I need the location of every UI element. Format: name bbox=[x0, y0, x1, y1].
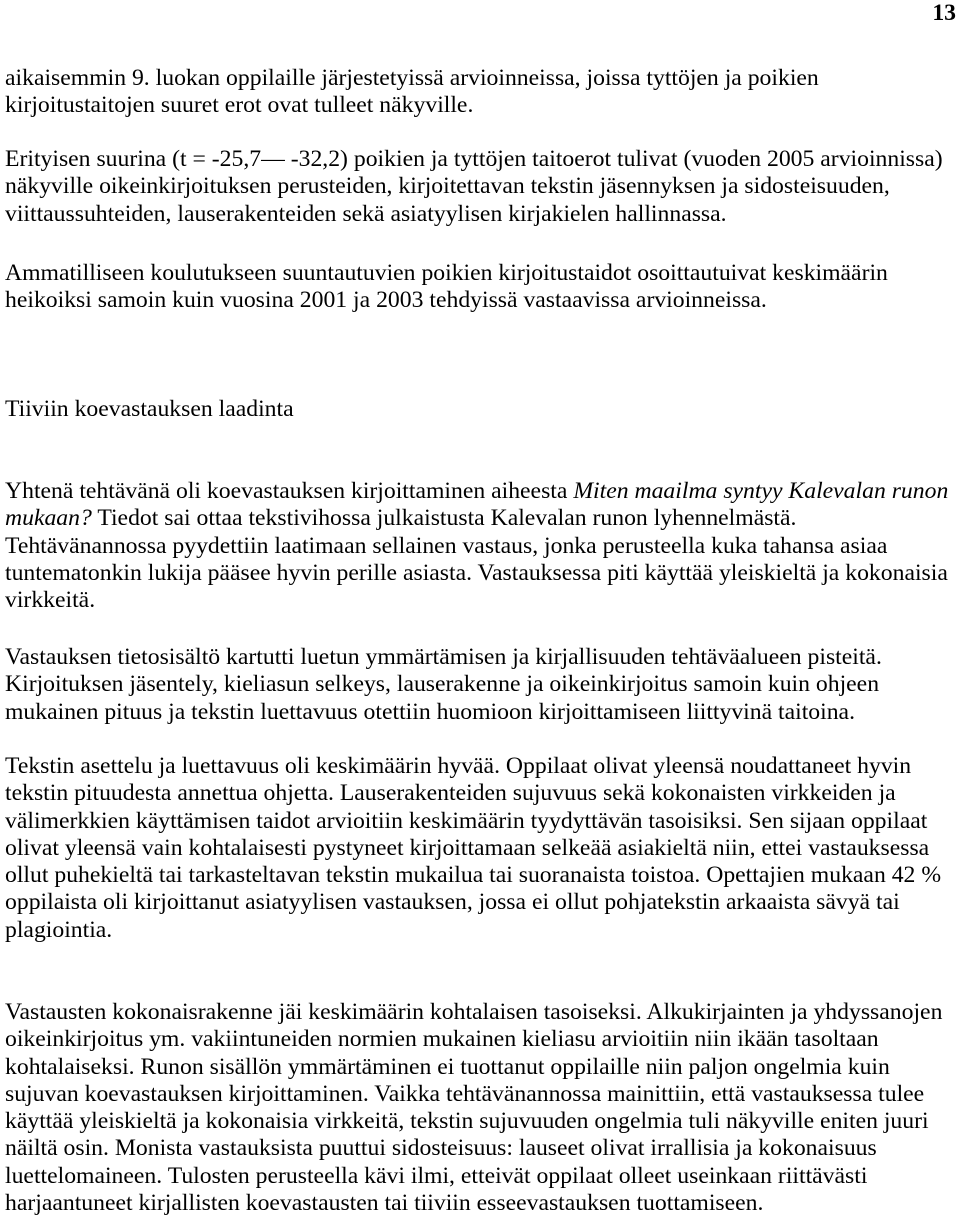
text-segment: Tiedot sai ottaa tekstivihossa julkaistusta Kalevalan runon lyhennelmästä. bbox=[97, 505, 797, 532]
text-line: välimerkkien käyttämisen taidot arvioitiin keskimäärin tyydyttävän tasoisiksi. Sen sijaan oppilaat bbox=[5, 807, 928, 834]
text-line: Ammatilliseen koulutukseen suuntautuvien poikien kirjoitustaidot osoittautuivat keskimäärin bbox=[5, 260, 888, 286]
text-line: viittaussuhteiden, lauserakenteiden sekä asiatyylisen kirjakielen hallinnassa. bbox=[5, 200, 727, 227]
italic-topic-title: mukaan? bbox=[5, 505, 92, 532]
text-line: harjaantuneet kirjallisten koevastausten tai tiiviin esseevastauksen tuottamiseen. bbox=[5, 1190, 764, 1217]
text-line: Vastauksen tietosisältö kartutti luetun ymmärtämisen ja kirjallisuuden tehtäväalueen pisteitä. bbox=[5, 644, 882, 670]
section-heading-block bbox=[5, 396, 955, 423]
text-line: heikoiksi samoin kuin vuosina 2001 ja 2003 tehdyissä vastaavissa arvioinneissa. bbox=[5, 287, 767, 314]
paragraph-5 bbox=[5, 478, 955, 614]
text-line: plagiointia. bbox=[5, 916, 113, 943]
text-line: Erityisen suurina (t = -25,7— -32,2) poikien ja tyttöjen taitoerot tulivat (vuoden 2005 arvioinnissa) bbox=[5, 146, 943, 172]
text-segment: Yhtenä tehtävänä oli koevastauksen kirjoittaminen aiheesta bbox=[5, 478, 568, 504]
text-line: kirjoitustaitojen suuret erot ovat tulleet näkyville. bbox=[5, 92, 474, 119]
text-line: Vastausten kokonaisrakenne jäi keskimäärin kohtalaisen tasoiseksi. Alkukirjainten ja yhdyssanojen bbox=[5, 999, 943, 1025]
paragraph-7 bbox=[5, 753, 955, 944]
text-line bbox=[5, 505, 955, 532]
text-line: näkyville oikeinkirjoituksen perusteiden, kirjoitettavan tekstin jäsennyksen ja sidosteisuuden, bbox=[5, 173, 890, 200]
text-line: Kirjoituksen jäsentely, kieliasun selkeys, lauserakenne ja oikeinkirjoitus samoin kuin ohjeen bbox=[5, 671, 880, 698]
text-line: tuntematonkin lukija pääsee hyvin perille asiasta. Vastauksessa piti käyttää yleiskieltä ja kokonaisia bbox=[5, 559, 948, 586]
paragraph-8 bbox=[5, 999, 955, 1217]
text-line: luettelomaineen. Tulosten perusteella kävi ilmi, etteivät oppilaat olleet useinkaan riittävästi bbox=[5, 1162, 868, 1189]
text-line: mukainen pituus ja tekstin luettavuus otettiin huomioon kirjoittamiseen liittyvinä taitoina. bbox=[5, 698, 855, 725]
text-line: Tehtävänannossa pyydettiin laatimaan sellainen vastaus, jonka perusteella kuka tahansa asiaa bbox=[5, 532, 888, 559]
paragraph-6 bbox=[5, 644, 955, 726]
text-line: oppilaista oli kirjoittanut asiatyylisen vastauksen, jossa ei ollut pohjatekstin arkaaista sävyä tai bbox=[5, 889, 900, 916]
italic-topic-title: Miten maailma syntyy Kalevalan runon bbox=[573, 478, 949, 504]
section-heading: Tiiviin koevastauksen laadinta bbox=[5, 396, 294, 422]
text-line: kohtalaiseksi. Runon sisällön ymmärtäminen ei tuottanut oppilaille niin paljon ongelmia kuin bbox=[5, 1053, 890, 1080]
text-line: oikeinkirjoitus ym. vakiintuneiden normien mukainen kieliasu arvioitiin niin ikään tasoltaan bbox=[5, 1026, 879, 1053]
text-line: Tekstin asettelu ja luettavuus oli keskimäärin hyvää. Oppilaat olivat yleensä noudattaneet hyvin bbox=[5, 753, 912, 779]
text-line: tekstin pituudesta annettua ohjetta. Lauserakenteiden sujuvuus sekä kokonaisten virkkeiden ja bbox=[5, 780, 896, 807]
text-line: aikaisemmin 9. luokan oppilaille järjestetyissä arvioinneissa, joissa tyttöjen ja poikien bbox=[5, 65, 819, 91]
text-line: sujuvan koevastauksen kirjoittaminen. Vaikka tehtävänannossa mainittiin, että vastauksessa tulee bbox=[5, 1080, 925, 1107]
text-line: käyttää yleiskieltä ja kokonaisia virkkeitä, tekstin sujuvuuden ongelmia tuli näkyville eniten juuri bbox=[5, 1108, 929, 1135]
text-line: olivat yleensä vain kohtalaisesti pystyneet kirjoittamaan selkeää asiakieltä niin, ettei vastauksessa bbox=[5, 834, 930, 861]
text-line bbox=[5, 478, 955, 505]
paragraph-2 bbox=[5, 146, 955, 228]
page-number: 13 bbox=[932, 0, 956, 26]
paragraph-3 bbox=[5, 260, 955, 315]
paragraph-1 bbox=[5, 65, 955, 120]
text-line: virkkeitä. bbox=[5, 587, 96, 614]
text-line: näiltä osin. Monista vastauksista puuttui sidosteisuus: lauseet olivat irrallisia ja kokonaisuus bbox=[5, 1135, 877, 1162]
text-line: ollut puhekieltä tai tarkasteltavan tekstin mukailua tai suoranaista toistoa. Opettajien mukaan 42 % bbox=[5, 862, 942, 889]
